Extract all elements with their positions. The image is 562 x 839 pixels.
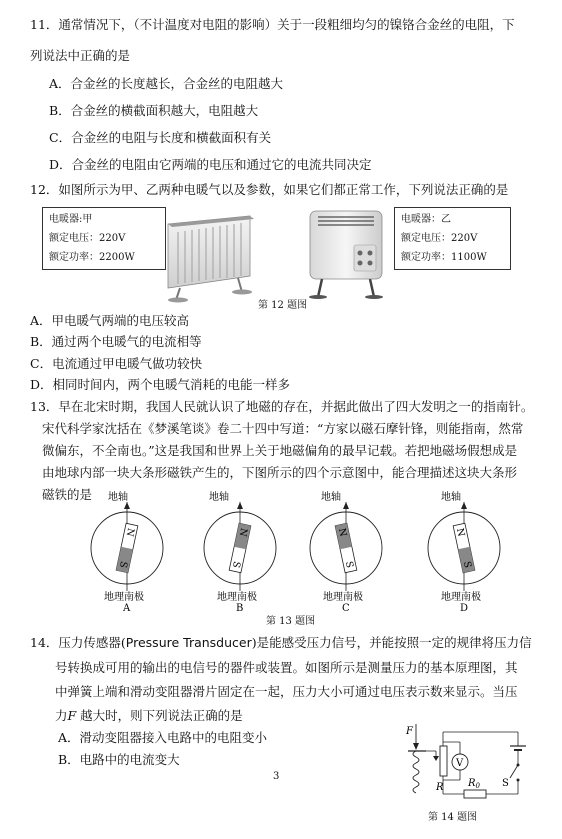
q12-stem: 12．如图所示为甲、乙两种电暖气以及参数，如果它们都正常工作，下列说法正确的是 (30, 182, 509, 197)
voltmeter-label: V (456, 758, 464, 769)
q12-option-b: B．通过两个电暖气的电流相等 (30, 334, 202, 349)
q14-line1-english-term: Pressure Transducer (125, 635, 252, 650)
heater-b-power: 额定功率：1100W (401, 252, 487, 263)
force-label: F (406, 726, 413, 737)
heater-b-voltage: 额定电压：220V (401, 233, 478, 244)
q12-figure-caption: 第 12 题图 (258, 300, 308, 311)
q12-option-d: D．相同时间内，两个电暖气消耗的电能一样多 (30, 377, 291, 392)
heater-b-spec-box (394, 207, 511, 270)
q12-option-a: A．甲电暖气两端的电压较高 (30, 313, 190, 328)
magnet-n-label: N (453, 527, 467, 538)
option-letter-c: C (342, 603, 350, 614)
magnet-n-label: N (236, 527, 250, 538)
earth-axis-label: 地轴 (441, 492, 461, 503)
south-pole-label: 地理南极 (441, 592, 481, 603)
heater-b-image (296, 205, 396, 305)
q13-line5: 磁铁的是 (42, 487, 93, 502)
resistor-r-label: R (436, 782, 444, 793)
q13-line4: 由地球内部一块大条形磁铁产生的，下图所示的四个示意图中，能合理描述这块大条形 (42, 465, 518, 480)
q11-option-c: C．合金丝的电阻与长度和横截面积有关 (49, 130, 272, 145)
earth-diagram-d (429, 488, 499, 618)
q11-option-d: D．合金丝的电阻由它两端的电压和通过它的电流共同决定 (49, 157, 372, 172)
q14-force-symbol: F (67, 708, 77, 723)
q13-line1: 13．早在北宋时期，我国人民就认识了地磁的存在，并据此做出了四大发明之一的指南针。 (30, 399, 534, 414)
heater-b-name: 电暖器：乙 (401, 214, 451, 225)
q14-option-a: A．滑动变阻器接入电路中的电阻变小 (58, 730, 268, 745)
q14-line1-rest: )是能感受压力信号，并能按照一定的规律将压力信 (251, 635, 532, 650)
earth-axis-label: 地轴 (108, 492, 128, 503)
south-pole-label: 地理南极 (217, 592, 257, 603)
q11-stem-line1: 11．通常情况下，（不计温度对电阻的影响）关于一段粗细均匀的镍铬合金丝的电阻，下 (30, 17, 515, 32)
heater-a-spec-box (42, 207, 166, 270)
earth-axis-label: 地轴 (321, 492, 341, 503)
q14-line4 (55, 708, 243, 724)
magnet-n-label: N (335, 527, 349, 538)
q14-line4-end: 越大时，则下列说法正确的是 (76, 708, 243, 723)
circuit-diagram (398, 720, 528, 800)
q13-line3: 微偏东，不全南也。”这是我国和世界上关于地磁偏角的最早记载。若把地磁场假想成是 (42, 443, 518, 458)
page-number: 3 (273, 771, 280, 782)
q14-line1-number: 14．压力传感器( (30, 635, 126, 650)
heater-a-image (150, 210, 260, 305)
q12-option-c: C．电流通过甲电暖气做功较快 (30, 356, 203, 371)
magnet-s-label: S (460, 560, 474, 570)
q14-line1 (30, 635, 532, 651)
option-letter-b: B (236, 603, 244, 614)
q14-line3: 中弹簧上端和滑动变阻器滑片固定在一起，压力大小可通过电压表示数来显示。当压 (55, 684, 518, 699)
heater-a-voltage: 额定电压：220V (49, 233, 126, 244)
south-pole-label: 地理南极 (104, 592, 144, 603)
magnet-s-label: S (229, 560, 243, 569)
q14-figure-caption: 第 14 题图 (428, 812, 478, 823)
heater-a-power: 额定功率：2200W (49, 252, 135, 263)
magnet-s-label: S (342, 560, 356, 570)
earth-diagram-b (205, 488, 275, 618)
resistor-r0-label: $R_0$ (468, 778, 480, 790)
earth-diagram-c (311, 488, 381, 618)
magnet-n-label: N (123, 527, 137, 538)
q11-option-a: A．合金丝的长度越长，合金丝的电阻越大 (49, 76, 284, 91)
q11-stem-line2: 列说法中正确的是 (30, 48, 131, 63)
q14-option-b: B．电路中的电流变大 (58, 752, 180, 767)
south-pole-label: 地理南极 (323, 592, 363, 603)
q14-line4-start: 力 (55, 708, 68, 723)
heater-a-name: 电暖器:甲 (49, 214, 93, 225)
earth-axis-label: 地轴 (209, 492, 229, 503)
q13-figure-caption: 第 13 题图 (266, 616, 316, 627)
q13-line2: 宋代科学家沈括在《梦溪笔谈》卷二十四中写道：“方家以磁石摩针锋，则能指南，然常 (42, 421, 524, 436)
q14-line2: 号转换成可用的输出的电信号的器件或装置。如图所示是测量压力的基本原理图，其 (55, 660, 518, 675)
q11-option-b: B．合金丝的横截面积越大，电阻越大 (49, 103, 259, 118)
magnet-s-label: S (116, 560, 130, 569)
earth-diagram-a (92, 488, 162, 618)
switch-label: S (502, 778, 509, 789)
option-letter-d: D (460, 603, 469, 614)
option-letter-a: A (123, 603, 131, 614)
